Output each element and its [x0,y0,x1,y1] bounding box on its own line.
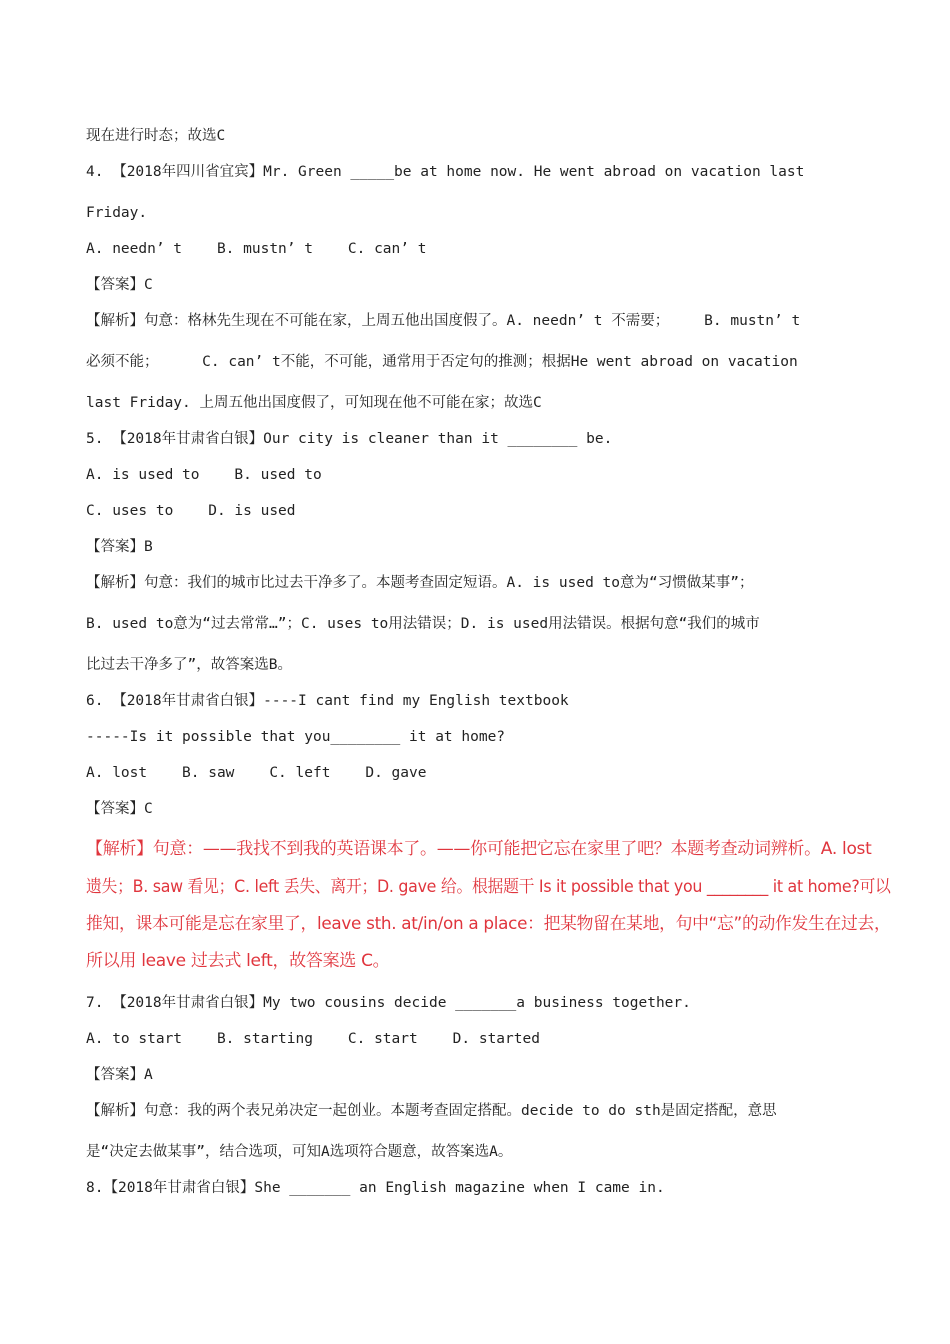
analysis-highlighted: 所以用 leave 过去式 left，故答案选 C。 [86,951,390,971]
options: A. is used to B. used to [86,467,322,483]
analysis-highlighted: 遗失；B. saw 看见；C. left 丢失、离开；D. gave 给。根据题干 Is it possible that you ________ it at home?可以 [86,877,891,897]
text-line: -----Is it possible that you________ it at home? [86,729,506,745]
analysis-highlighted: 推知，课本可能是忘在家里了，leave sth. at/in/on a place：把某物留在某地，句中“忘”的动作发生在过去， [86,914,891,934]
answer: 【答案】C [86,277,153,293]
question-4: 4. 【2018年四川省宜宾】Mr. Green _____be at home now. He went abroad on vacation last [86,164,805,180]
answer: 【答案】C [86,801,153,817]
analysis: 【解析】句意：我们的城市比过去干净多了。本题考查固定短语。A. is used to意为“习惯做某事”； [86,575,754,591]
text-line: last Friday. 上周五他出国度假了，可知现在他不可能在家；故选C [86,395,542,411]
text-line: B. used to意为“过去常常…”；C. uses to用法错误；D. is used用法错误。根据句意“我们的城市 [86,616,760,632]
analysis-highlighted: 【解析】句意：——我找不到我的英语课本了。——你可能把它忘在家里了吧？本题考查动词辨析。A. lost [86,839,872,859]
answer: 【答案】A [86,1067,153,1083]
text-line: Friday. [86,205,148,221]
question-6: 6. 【2018年甘肃省白银】----I cant find my English textbook [86,693,569,709]
question-7: 7. 【2018年甘肃省白银】My two cousins decide _______a business together. [86,995,691,1011]
analysis: 【解析】句意：格林先生现在不可能在家，上周五他出国度假了。A. needn’ t 不需要； B. mustn’ t [86,313,801,329]
options: A. needn’ t B. mustn’ t C. can’ t [86,241,427,257]
question-5: 5. 【2018年甘肃省白银】Our city is cleaner than it ________ be. [86,431,613,447]
text-line: 现在进行时态；故选C [86,128,226,144]
options: C. uses to D. is used [86,503,296,519]
text-line: 是“决定去做某事”，结合选项，可知A选项符合题意，故答案选A。 [86,1144,513,1160]
text-line: 必须不能； C. can’ t不能，不可能，通常用于否定句的推测；根据He went abroad on vacation [86,354,798,370]
question-8: 8.【2018年甘肃省白银】She _______ an English magazine when I came in. [86,1180,665,1196]
text-line: 比过去干净多了”，故答案选B。 [86,657,292,673]
options: A. lost B. saw C. left D. gave [86,765,427,781]
options: A. to start B. starting C. start D. started [86,1031,540,1047]
answer: 【答案】B [86,539,153,555]
analysis: 【解析】句意：我的两个表兄弟决定一起创业。本题考查固定搭配。decide to do sth是固定搭配，意思 [86,1103,777,1119]
